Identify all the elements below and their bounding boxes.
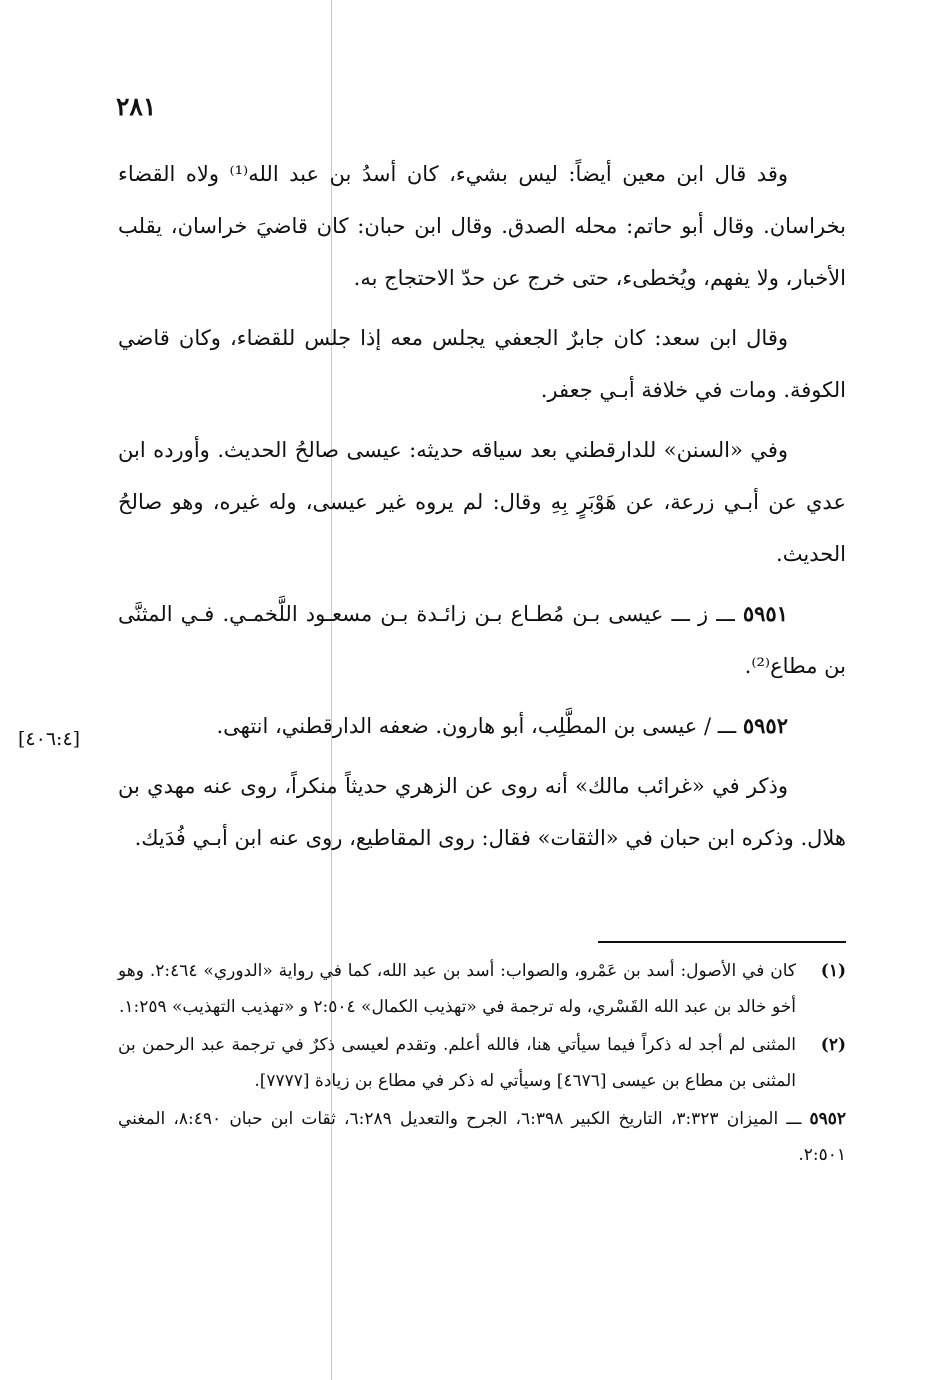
footnote-2-text: المثنى لم أجد له ذكراً فيما سيأتي هنا، فالله أعلم. وتقدم لعيسى ذكرٌ في ترجمة عبد الرحمن بن المثنى بن مطاع بن عيسى [٤٦٧٦] وسيأتي له ذكر في مطاع بن زيادة [٧٧٧٧]. <box>118 1035 796 1091</box>
footnote-1-text: كان في الأصول: أسد بن عَمْرو، والصواب: أسد بن عبد الله، كما في رواية «الدوري» ٢:٤٦٤. وهو أخو خالد بن عبد الله القَسْري، وله ترجمة في «تهذيب الكمال» ٢:٥٠٤ و «تهذيب التهذيب» ١:٢٥٩. <box>118 961 796 1017</box>
entry-5952-text: ـــ / عيسى بن المطَّلِب، أبو هارون. ضعفه الدارقطني، انتهى. <box>216 714 737 738</box>
source-references-number: ٥٩٥٢ <box>809 1109 847 1129</box>
main-text <box>118 148 846 872</box>
footnote-1-marker: (١) <box>820 961 846 981</box>
entry-5952-detail: وذكر في «غرائب مالك» أنه روى عن الزهري حديثاً منكراً، روى عنه مهدي بن هلال. وذكره ابن حبان في «الثقات» فقال: روى المقاطيع، روى عنه ابن أبـي فُدَيك. <box>118 774 846 850</box>
entry-5952-number: ٥٩٥٢ <box>742 713 788 738</box>
footnote-2-marker: (٢) <box>820 1035 846 1055</box>
entry-5951-number: ٥٩٥١ <box>742 601 788 626</box>
page-number: ٢٨١ <box>116 92 157 121</box>
footnote-divider <box>598 941 846 943</box>
side-reference: [٤٠٦:٤] <box>18 728 81 750</box>
footnotes <box>118 953 846 1173</box>
footnote-2 <box>118 1027 846 1099</box>
footnote-1 <box>118 953 846 1025</box>
source-references <box>118 1101 846 1173</box>
paragraph-sunan: وفي «السنن» للدارقطني بعد سياقه حديثه: عيسى صالحُ الحديث. وأورده ابن عدي عن أبـي زرعة، عن هَوْبَرٍ بِهِ وقال: لم يروه غير عيسى، وله غيره، وهو صالحُ الحديث. <box>118 438 846 566</box>
entry-5952 <box>118 700 846 752</box>
entry-5951-text: ـــ ز ـــ عيسى بـن مُطـاع بـن زائـدة بـن مسعـود اللَّخمـي. فـي المثنَّى بن مطاع⁽²⁾. <box>118 602 846 678</box>
paragraph-ibn-saad: وقال ابن سعد: كان جابرٌ الجعفي يجلس معه إذا جلس للقضاء، وكان قاضي الكوفة. ومات في خلافة أبـي جعفر. <box>118 326 846 402</box>
paragraph-ibn-main: وقد قال ابن معين أيضاً: ليس بشيء، كان أسدُ بن عبد الله⁽¹⁾ ولاه القضاء بخراسان. وقال أبو حاتم: محله الصدق. وقال ابن حبان: كان قاضيَ خراسان، يقلب الأخبار، ولا يفهم، ويُخطىء، حتى خرج عن حدّ الاحتجاج به. <box>118 162 846 290</box>
entry-5951 <box>118 588 846 692</box>
source-references-text: ـــ الميزان ٣:٣٢٣، التاريخ الكبير ٦:٣٩٨، الجرح والتعديل ٦:٢٨٩، ثقات ابن حبان ٨:٤٩٠، المغني ٢:٥٠١. <box>118 1109 846 1165</box>
